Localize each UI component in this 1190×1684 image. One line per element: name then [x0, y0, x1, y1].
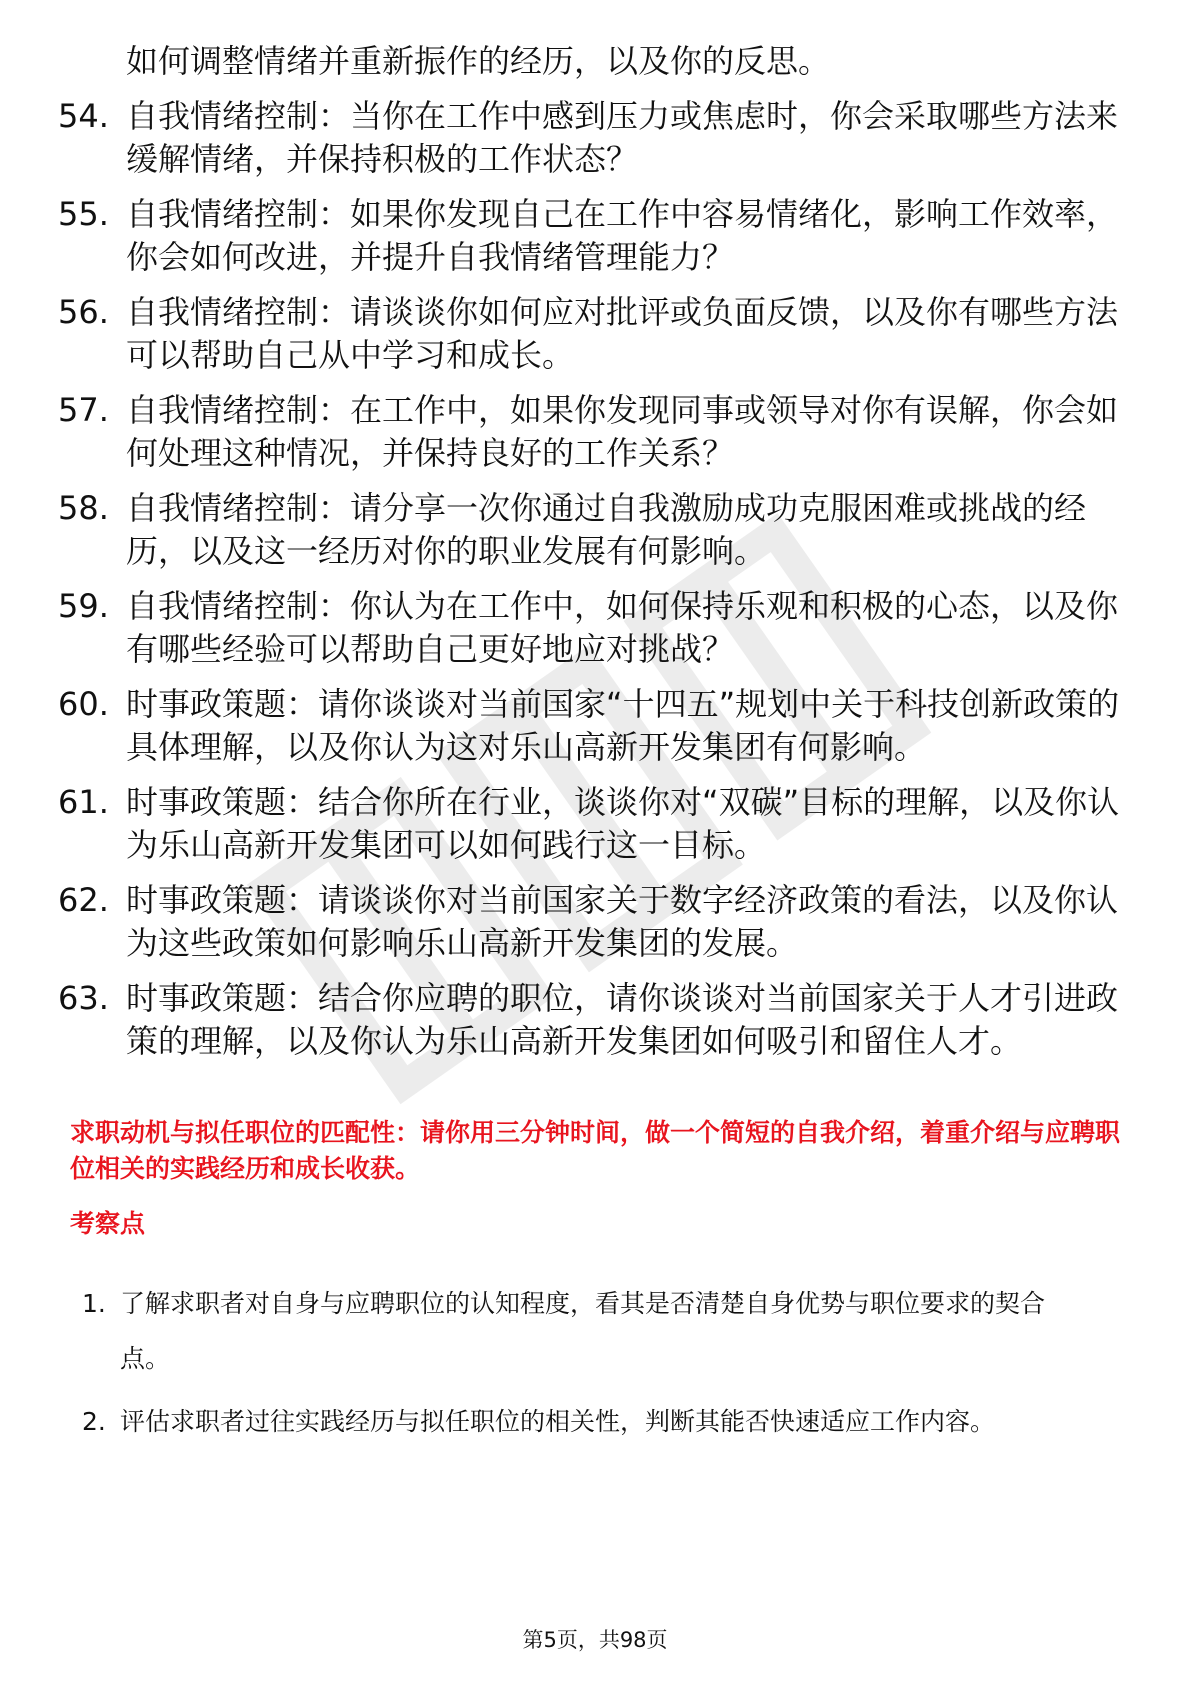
question-text: 时事政策题：请谈谈你对当前国家关于数字经济政策的看法，以及你认为这些政策如何影响乐山高新开发集团的发展。 [126, 881, 1119, 962]
question-number: 57. [58, 391, 109, 429]
question-text: 自我情绪控制：请分享一次你通过自我激励成功克服困难或挑战的经历，以及这一经历对你的职业发展有何影响。 [126, 489, 1087, 570]
question-item [58, 781, 1128, 867]
question-number: 55. [58, 195, 109, 233]
question-item [58, 291, 1128, 377]
question-text: 自我情绪控制：当你在工作中感到压力或焦虑时，你会采取哪些方法来缓解情绪，并保持积极的工作状态？ [126, 97, 1119, 178]
question-text: 时事政策题：结合你应聘的职位，请你谈谈对当前国家关于人才引进政策的理解，以及你认为乐山高新开发集团如何吸引和留住人才。 [126, 979, 1119, 1060]
question-item [58, 193, 1128, 279]
question-item [58, 977, 1128, 1063]
question-number: 63. [58, 979, 109, 1017]
point-number: 1. [82, 1289, 106, 1318]
point-number: 2. [82, 1407, 106, 1436]
question-item [58, 879, 1128, 965]
question-list [58, 40, 1128, 1075]
question-text: 时事政策题：结合你所在行业，谈谈你对“双碳”目标的理解，以及你认为乐山高新开发集团可以如何践行这一目标。 [126, 783, 1120, 864]
question-text: 自我情绪控制：如果你发现自己在工作中容易情绪化，影响工作效率，你会如何改进，并提升自我情绪管理能力？ [126, 195, 1119, 276]
question-text: 时事政策题：请你谈谈对当前国家“十四五”规划中关于科技创新政策的具体理解，以及你认为这对乐山高新开发集团有何影响。 [126, 685, 1120, 766]
question-item [58, 683, 1128, 769]
point-text: 了解求职者对自身与应聘职位的认知程度，看其是否清楚自身优势与职位要求的契合点。 [120, 1289, 1046, 1373]
page-footer: 第5页，共98页 [522, 1628, 668, 1652]
assessment-point [82, 1394, 1082, 1449]
assessment-points [82, 1276, 1082, 1457]
point-text: 评估求职者过往实践经历与拟任职位的相关性，判断其能否快速适应工作内容。 [120, 1407, 996, 1436]
question-number: 59. [58, 587, 109, 625]
question-number: 58. [58, 489, 109, 527]
interview-prompt: 求职动机与拟任职位的匹配性：请你用三分钟时间，做一个简短的自我介绍，着重介绍与应聘职位相关的实践经历和成长收获。 [70, 1118, 1121, 1183]
section-title: 考察点 [70, 1209, 146, 1238]
question-item [58, 389, 1128, 475]
question-text: 自我情绪控制：在工作中，如果你发现同事或领导对你有误解，你会如何处理这种情况，并保持良好的工作关系？ [126, 391, 1119, 472]
question-number: 61. [58, 783, 109, 821]
question-item [58, 585, 1128, 671]
question-item [58, 95, 1128, 181]
question-text: 如何调整情绪并重新振作的经历，以及你的反思。 [126, 42, 831, 80]
question-number: 54. [58, 97, 109, 135]
question-text: 自我情绪控制：你认为在工作中，如何保持乐观和积极的心态，以及你有哪些经验可以帮助自己更好地应对挑战？ [126, 587, 1119, 668]
assessment-point [82, 1276, 1082, 1386]
question-item [58, 40, 1128, 83]
question-item [58, 487, 1128, 573]
question-number: 56. [58, 293, 109, 331]
question-number: 62. [58, 881, 109, 919]
question-number: 60. [58, 685, 109, 723]
question-text: 自我情绪控制：请谈谈你如何应对批评或负面反馈，以及你有哪些方法可以帮助自己从中学习和成长。 [126, 293, 1119, 374]
